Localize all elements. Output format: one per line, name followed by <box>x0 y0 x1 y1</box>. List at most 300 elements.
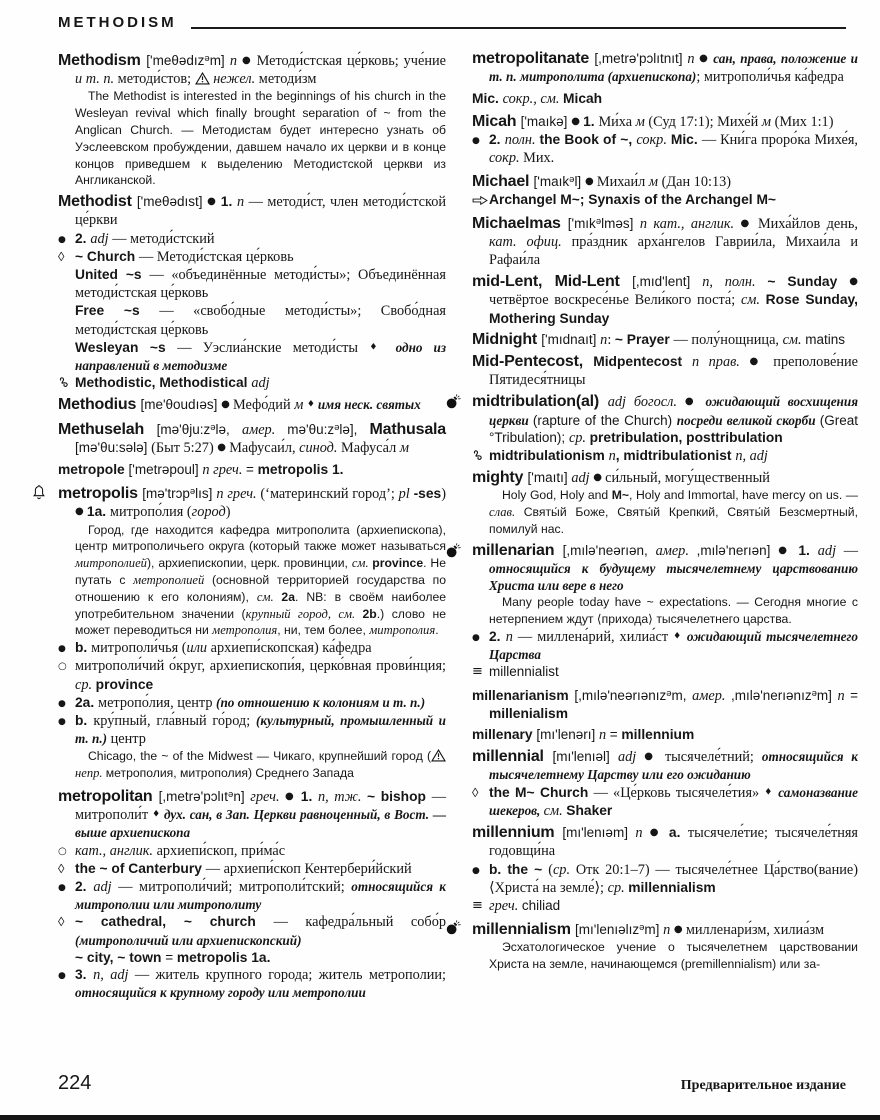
text-run: = <box>165 949 177 965</box>
text-run: посреди великой скорби <box>676 412 820 428</box>
entry-headline <box>58 483 446 521</box>
text-run: 2. <box>75 230 91 246</box>
dictionary-entry <box>472 113 858 168</box>
text-run: ● <box>584 176 597 188</box>
sense-line <box>58 712 446 748</box>
text-run: синод. <box>299 439 342 456</box>
text-run: m, <box>671 687 693 703</box>
entry-headline <box>472 90 858 108</box>
text-run: — Методи́стская це́рковь <box>139 248 294 265</box>
text-run: adj <box>571 470 594 487</box>
text-run: ● <box>849 276 859 288</box>
text-run: митрополи́чий о́круг, архиепископи́я, церко́вная прови́нция; <box>75 658 446 675</box>
dictionary-entry <box>58 193 446 392</box>
dictionary-entry <box>472 726 858 744</box>
text-run: метропо́лия, центр <box>98 694 217 711</box>
text-run: Rose Sunday, Mothering Sunday <box>489 292 858 326</box>
text-run: ['maık <box>533 174 570 190</box>
text-run: Михаи́л <box>596 174 649 191</box>
text-run: n] <box>233 789 251 805</box>
headword: metropolis <box>58 485 143 503</box>
text-run: ə <box>334 421 340 433</box>
text-run: , ни, тем более, <box>277 623 370 638</box>
filled-bullet: ● <box>58 698 66 709</box>
text-run: metropolis 1a. <box>176 949 271 965</box>
entry-headline <box>472 469 858 487</box>
text-run: metropole <box>58 462 129 478</box>
text-run: ə <box>228 789 234 801</box>
text-run: . <box>435 623 439 638</box>
text-run: (основной территорией государства по отношению к его колониям), <box>75 573 446 604</box>
text-run: ● <box>649 827 669 839</box>
sense-line <box>75 339 446 374</box>
text-run: n греч. <box>202 462 246 479</box>
derivatives-icon <box>58 374 74 391</box>
diamond-bullet: ◊ <box>58 248 65 264</box>
text-run: millenary <box>472 727 537 743</box>
headword: mid-Lent, Mid-Lent <box>472 273 633 291</box>
sense-line <box>472 861 858 897</box>
text-run: pretribulation, posttribulation <box>589 429 783 445</box>
text-run: м <box>635 113 649 130</box>
text-run: пра́здник арха́нгелов Гаврии́ла, Михаи́ла и Рафаи́ла <box>489 233 858 269</box>
text-run: [mı'lenıəlız <box>575 922 640 938</box>
text-run: (культурный, промышленный и т. п.) <box>75 713 446 747</box>
text-run: [,metrə'pɔlıtnıt] <box>594 51 688 66</box>
text-run: 1a. <box>86 504 110 520</box>
edition-note: Предварительное издание <box>680 1078 846 1093</box>
text-run: ə <box>210 421 216 433</box>
bomb-icon <box>445 920 462 935</box>
text-run: Методи́стская це́рковь; уче́ние <box>256 53 446 69</box>
entry-headline <box>472 685 858 722</box>
text-run: b. the ~ <box>489 861 549 877</box>
dictionary-entry <box>472 213 858 270</box>
text-run: ♦ <box>306 399 318 410</box>
text-run: ə <box>595 215 602 227</box>
open-bullet: ○ <box>58 661 67 673</box>
text-run: тысячеле́тие; тысячеле́тняя годовщи́на <box>489 825 858 860</box>
sense-line <box>489 191 858 208</box>
text-run: . Не путать с <box>75 556 446 588</box>
text-run: ə <box>639 922 645 934</box>
text-run: метрополией <box>133 573 205 588</box>
text-run: (rapture of the Church) <box>532 412 677 428</box>
text-run: = <box>850 687 859 703</box>
text-run: The Methodist is interested in the beginnings of his church in the Wesleyan revival which finally brought separation of ~ from the Anglican Church. — Методистам будет интересно узнать об Уэслеевском пробуждении, давшем начало их церкви и в конце концов приведшем к выделению Методистской церкви из Англиканской. <box>75 89 446 188</box>
example-paragraph <box>489 594 858 628</box>
text-run: см. <box>782 331 806 348</box>
text-run: — житель крупного города; житель метрополии; <box>134 967 446 984</box>
text-run: Mic. <box>670 131 702 147</box>
text-run: Midpentecost <box>593 354 692 370</box>
text-run: крупный город, см. <box>245 606 363 621</box>
sense-line <box>58 966 446 1001</box>
text-run: слав. <box>489 505 524 520</box>
entry-headline <box>472 331 858 349</box>
text-run: Мефо́дий <box>232 397 295 414</box>
text-run: см. <box>351 556 373 571</box>
text-run: = <box>245 462 258 478</box>
text-run: относящийся к тысячелетнему Царству или его ожиданию <box>489 749 858 783</box>
dictionary-entry <box>472 542 858 681</box>
text-run: ср. <box>75 676 96 693</box>
text-run: ● <box>285 791 301 803</box>
diamond-bullet: ◊ <box>58 914 65 930</box>
text-run: ♦ <box>369 342 396 353</box>
text-run: ● <box>217 441 230 453</box>
text-run: lə], <box>339 421 370 437</box>
filled-bullet: ● <box>472 865 480 876</box>
text-run: n <box>229 53 242 69</box>
text-run: см. <box>740 292 766 309</box>
text-run: м <box>648 174 662 191</box>
text-run: [mə'trɔp <box>142 486 190 502</box>
text-run: adj <box>617 749 645 766</box>
text-run: Micah <box>563 91 603 107</box>
text-run: кат. офиц. <box>489 233 572 250</box>
filled-bullet: ● <box>58 971 66 982</box>
scan-edge <box>0 1115 880 1120</box>
text-run: ● <box>684 396 706 408</box>
text-run: adj богосл. <box>607 394 685 411</box>
text-run: ♦ <box>764 787 779 798</box>
entry-headline <box>472 748 858 783</box>
text-run: chiliad <box>521 897 561 913</box>
text-run: сокр. <box>489 150 524 167</box>
headword: mighty <box>472 469 528 487</box>
text-run: Мафусаи́л, <box>229 439 300 456</box>
headword: Methodism <box>58 52 147 69</box>
text-run: относящийся к будущему тысячелетнему царствованию Христа или вере в него <box>489 561 858 594</box>
text-run: или <box>186 640 211 657</box>
text-run: lməs] <box>601 215 640 231</box>
headword: metropolitanate <box>472 50 595 67</box>
text-run: [me'θoudıəs] <box>140 397 222 413</box>
text-run: ● <box>749 356 774 368</box>
dictionary-entry <box>58 461 446 479</box>
equivalent-sign: ≡ <box>472 897 483 913</box>
sense-line <box>58 248 446 266</box>
entry-headline <box>58 786 446 842</box>
text-run: митрополи́чья ( <box>91 640 187 657</box>
text-run: ● <box>221 399 233 411</box>
text-run: .) слово не может переводиться ни <box>75 606 446 638</box>
example-paragraph <box>489 487 858 537</box>
text-run: ), архиепископии, церк. провинции, <box>146 556 352 571</box>
text-run: Город, где находится кафедра митрополита (архиепископа), центр митрополичьего округа (который также может называться <box>75 522 446 554</box>
diamond-bullet: ◊ <box>472 784 479 800</box>
text-run: Mic. <box>472 91 503 107</box>
text-run: 1. <box>220 194 237 210</box>
headword: Methodius <box>58 396 141 414</box>
text-run: — кафедра́льный собо́р <box>273 914 446 931</box>
entry-headline <box>58 193 446 229</box>
filled-bullet: ● <box>472 633 480 644</box>
text-run: (Дан 10:13) <box>661 174 732 191</box>
text-run: непр. <box>75 766 106 781</box>
sense-line <box>472 663 858 680</box>
right-column <box>472 50 858 977</box>
text-run: ['maıtı] <box>527 470 572 486</box>
text-run: millennialism <box>628 879 716 895</box>
text-run: ~ cathedral, ~ church <box>75 914 274 930</box>
text-run: millenarianism <box>472 687 575 703</box>
text-run: Holy God, Holy and <box>502 488 612 503</box>
text-run: ə <box>811 687 817 699</box>
sense-line <box>472 628 858 663</box>
text-run: [,mıd'lent] <box>632 274 703 290</box>
text-run: — митрополи́чий; митрополи́тский; <box>118 879 352 896</box>
text-run: (Мих 1:1) <box>774 113 834 130</box>
text-run: lə, <box>215 421 242 437</box>
dictionary-entry <box>472 90 858 108</box>
text-run: Many people today have ~ expectations. — Сегодня многие с нетерпением ждут ⟨прихода⟩ тысячелетнего царства. <box>489 595 858 627</box>
dictionary-entry <box>58 419 446 457</box>
text-run: n <box>608 448 616 465</box>
text-run: ~ Prayer <box>614 331 674 347</box>
text-run: амер. <box>241 421 288 438</box>
entry-headline <box>472 273 858 327</box>
text-run: n <box>663 922 674 939</box>
text-run: -ses <box>413 486 442 502</box>
text-run: [,metrə'pɔlıt <box>158 789 229 805</box>
sense-line <box>58 913 446 948</box>
text-run: n <box>599 727 610 744</box>
page-number: 224 <box>58 1072 92 1094</box>
text-run: n <box>505 629 518 646</box>
text-run: ожидающий тысячелетнего Царства <box>489 629 858 663</box>
bell-icon <box>31 484 47 500</box>
text-run: центр <box>107 731 146 748</box>
text-run: ● <box>207 196 221 208</box>
text-run: одно из направлений в методизме <box>75 339 446 374</box>
text-run: м <box>294 397 307 414</box>
sense-line <box>472 131 858 167</box>
sense-line <box>58 842 446 860</box>
text-run: ♦ <box>673 631 687 642</box>
text-run: ср. <box>607 879 629 896</box>
text-run: 2. <box>489 131 505 147</box>
text-run: дух. сан, в Зап. Церкви равноценный, в Вост. — выше архиепископа <box>75 807 447 841</box>
headword: Michaelmas <box>472 214 568 232</box>
sense-line <box>75 374 446 392</box>
sense-line <box>472 784 858 820</box>
left-column <box>58 50 446 1005</box>
text-run: греч. <box>489 897 522 914</box>
text-run: архиепи́скоп, при́ма́с <box>156 842 286 859</box>
dictionary-entry <box>472 393 858 465</box>
text-run: n <box>236 194 249 211</box>
text-run: Ми́ха <box>598 113 636 130</box>
text-run: ~ Church <box>75 248 140 264</box>
entry-headline <box>58 50 446 88</box>
entry-headline <box>58 396 446 414</box>
text-run: matins <box>805 331 845 347</box>
text-run: 1. <box>798 542 818 558</box>
dictionary-entry <box>58 50 446 189</box>
text-run: си́льный, могу́щественный <box>605 470 770 487</box>
text-run: millennialist <box>489 664 559 680</box>
text-run: м <box>399 439 409 456</box>
text-run: сокр. <box>636 131 671 148</box>
entry-headline <box>472 726 858 744</box>
dictionary-entry <box>472 748 858 820</box>
entry-headline <box>58 461 446 479</box>
dictionary-entry <box>58 786 446 1001</box>
text-run: методи́зм <box>258 71 317 88</box>
entry-headline <box>58 419 446 457</box>
text-run: l] <box>574 174 585 190</box>
text-run: midtribulationism <box>489 448 609 464</box>
text-run: ['meθədız <box>146 53 205 68</box>
text-run: ♦ <box>152 809 165 820</box>
text-run: — <box>843 542 858 559</box>
text-run: ) <box>441 486 446 503</box>
dictionary-entry <box>472 919 858 973</box>
text-run: — методи́ст, член методи́стской це́ркви <box>75 194 447 229</box>
text-run: [,mılə'neərıənız <box>574 687 667 703</box>
text-run: (Суд 17:1); Михе́й <box>648 113 762 130</box>
text-run: [mı'lenıəl] <box>552 749 618 765</box>
dictionary-entry <box>472 353 858 389</box>
text-run: Мафуса́л <box>341 439 400 456</box>
text-run: lıs] <box>195 486 217 502</box>
text-run: a. <box>668 825 688 841</box>
text-run: 2a. <box>75 694 99 710</box>
sense-line <box>58 694 446 712</box>
text-run: m] <box>644 922 664 938</box>
warning-icon <box>195 70 210 87</box>
text-run: 2. <box>75 879 94 895</box>
bomb-icon <box>445 543 462 558</box>
example-paragraph <box>489 939 858 973</box>
text-run: 1. <box>583 113 599 129</box>
text-run: архиепи́скопская) ка́федра <box>210 640 372 657</box>
text-run: Миха́йлов день, <box>757 215 858 232</box>
text-run: adj <box>90 230 113 247</box>
text-run: [mı'lenıəm] <box>562 825 636 841</box>
filled-bullet: ● <box>58 717 66 728</box>
dictionary-entry <box>58 483 446 782</box>
text-run: , midtribulationist <box>615 448 736 464</box>
text-run: ~ city, ~ town <box>75 949 166 965</box>
headword: Mathusala <box>369 420 446 438</box>
headword: millennium <box>472 824 563 842</box>
text-run: относящийся к крупному городу или метрополии <box>75 985 366 1001</box>
text-run: pl <box>398 486 414 503</box>
text-run: см. <box>256 589 282 604</box>
text-run: n греч. <box>216 486 261 503</box>
text-run: Wesleyan ~s <box>75 339 178 355</box>
entry-headline <box>472 824 858 860</box>
text-run: ср. <box>552 861 576 878</box>
text-run: — «объединённые методи́сты»; Объединённая методи́стская це́рковь <box>75 267 446 302</box>
text-run: ср. <box>568 429 590 446</box>
text-run: — архиепи́скоп Кентербери́йский <box>205 860 412 877</box>
text-run: имя неск. святых <box>317 397 421 413</box>
filled-bullet: ● <box>472 135 480 146</box>
text-run: тысячеле́тний; <box>664 749 762 766</box>
dictionary-entry <box>58 396 446 414</box>
sense-line <box>75 949 446 966</box>
text-run: ə <box>569 174 575 186</box>
text-run: амер. <box>655 542 697 559</box>
text-run: ~ bishop <box>366 789 432 805</box>
text-run: нежел. <box>209 71 259 88</box>
header-rule <box>191 27 846 29</box>
dictionary-entry <box>472 50 858 86</box>
text-run: ['mıdnaıt] <box>541 331 601 347</box>
text-run: ['meθədıst] <box>136 194 208 210</box>
entry-headline <box>472 50 858 86</box>
text-run: ,mılə'nerıən] <box>696 542 779 558</box>
text-run: b. <box>75 713 94 729</box>
text-run: millenialism <box>489 705 568 721</box>
text-run: Святы́й Боже, Святы́й Крепкий, Святы́й Безсмертный, помилуй нас. <box>489 505 858 537</box>
text-run: ə <box>189 486 196 498</box>
text-run: Methodistic, Methodistical <box>75 375 252 391</box>
text-run: (митрополичий или архиепископский) <box>75 932 302 948</box>
entry-headline <box>472 393 858 447</box>
text-run: (по отношению к колониям и т. п.) <box>216 694 426 710</box>
open-bullet: ○ <box>58 845 67 857</box>
text-run: см. <box>543 802 567 819</box>
text-run: [,mılə'neərıən, <box>562 542 656 558</box>
text-run: b. <box>75 640 92 656</box>
cross-reference-arrow-icon <box>472 191 488 208</box>
text-run: Chicago, the ~ of the Midwest — Чикаго, крупнейший город ( <box>88 749 431 764</box>
text-run: ● <box>241 55 257 66</box>
text-run: ● <box>673 924 686 936</box>
text-run: ['metrəpoul] <box>128 462 203 478</box>
text-run: метрополия <box>212 623 278 638</box>
dictionary-entry <box>472 331 858 349</box>
headword: millennialism <box>472 921 576 939</box>
sense-line <box>58 657 446 693</box>
page-footer <box>58 1072 846 1095</box>
text-run: м <box>761 113 775 130</box>
text-run: 2b <box>362 606 377 621</box>
sense-line <box>58 639 446 657</box>
text-run: ,mılə'nerıənız <box>730 687 812 703</box>
headword: Midnight <box>472 330 542 348</box>
text-run: millennium <box>621 727 695 743</box>
text-run: метрополия, митрополия) Среднего Запада <box>105 766 354 781</box>
text-run: m] <box>209 53 230 68</box>
text-run: M~ <box>611 488 630 503</box>
text-run: четвёртое воскресе́нье Вели́кого поста́; <box>489 292 741 309</box>
text-run: город <box>191 504 226 521</box>
text-run: — миллена́рий, хилиа́ст <box>517 629 674 646</box>
text-run: ə <box>666 687 672 699</box>
text-run: province <box>372 556 424 571</box>
headword: Micah <box>472 112 521 130</box>
text-run: ● <box>75 506 87 518</box>
headword: metropolitan <box>58 788 159 806</box>
text-run: ( <box>548 861 553 878</box>
text-run: — методи́стский <box>112 230 215 247</box>
dictionary-entry <box>472 824 858 915</box>
dictionary-entry <box>472 171 858 208</box>
text-run: Archangel M~; Synaxis of the Archangel M~ <box>489 192 776 208</box>
text-run: митрополией <box>75 556 147 571</box>
bomb-icon <box>445 394 462 409</box>
headword: millenarian <box>472 541 563 559</box>
text-run: the ~ of Canterbury <box>75 860 206 876</box>
text-run: 3. <box>75 967 94 983</box>
sense-line <box>58 878 446 913</box>
